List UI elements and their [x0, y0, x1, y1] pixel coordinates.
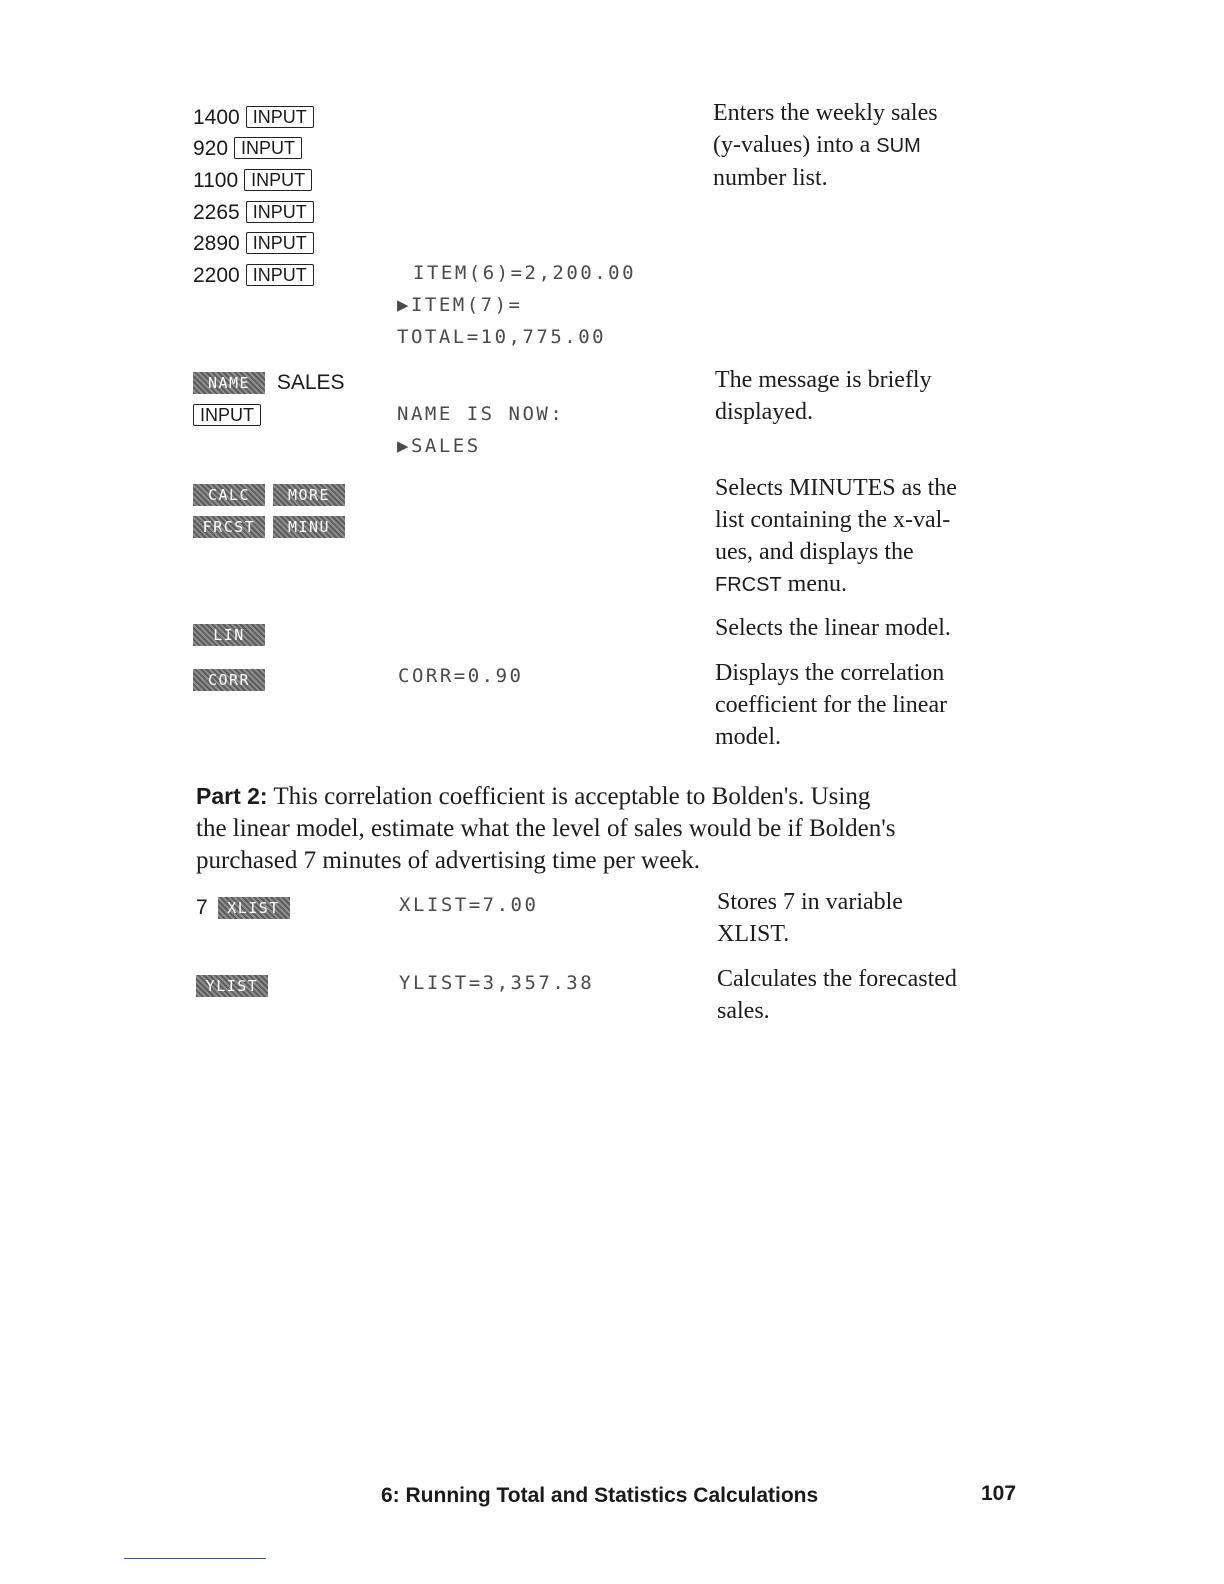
input-key: INPUT [193, 404, 261, 426]
keystroke-entry-1100: 1100 INPUT [193, 168, 312, 194]
keystroke-entry-1400: 1400 INPUT [193, 105, 314, 131]
desc-correlation: Displays the correlation coefficient for the linear model. [715, 660, 948, 750]
ylist-softkey: YLIST [196, 975, 268, 997]
display-name-is-now: NAME IS NOW: [397, 403, 565, 425]
keystroke-lin [193, 622, 265, 648]
input-key: INPUT [246, 106, 314, 128]
keystroke-entry-2200: 2200 INPUT [193, 263, 314, 289]
keystroke-entry-2265: 2265 INPUT [193, 200, 314, 226]
keystroke-entry-2890: 2890 INPUT [193, 231, 314, 257]
corr-softkey: CORR [193, 669, 265, 691]
display-sales: ▶SALES [397, 435, 481, 457]
input-key: INPUT [244, 169, 312, 191]
desc-selects-minutes: Selects MINUTES as the list containing the x-val- ues, and displays the FRCST menu. [715, 475, 957, 597]
keystroke-input [193, 403, 261, 429]
minu-softkey: MINU [273, 516, 345, 538]
display-total: TOTAL=10,775.00 [397, 326, 607, 348]
desc-weekly-sales: Enters the weekly sales (y-values) into a SUM number list. [713, 100, 938, 191]
desc-message-briefly: The message is briefly displayed. [715, 367, 932, 425]
keystroke-corr [193, 667, 265, 693]
name-text: SALES [276, 371, 345, 394]
input-key: INPUT [246, 201, 314, 223]
name-softkey: NAME [193, 372, 265, 394]
keystroke-ylist [196, 973, 268, 999]
footer-page-number: 107 [981, 1482, 1017, 1505]
desc-stores-7: Stores 7 in variable XLIST. [717, 889, 903, 947]
frcst-softkey: FRCST [193, 516, 265, 538]
scan-edge-line [124, 1558, 266, 1559]
part2-paragraph: Part 2: This correlation coefficient is acceptable to Bolden's. Using the linear model, estimate what the level of sales would be if Bolden's purchased 7 minutes of advertising time per week. [196, 783, 896, 874]
lin-softkey: LIN [193, 624, 265, 646]
footer-chapter-title: 6: Running Total and Statistics Calculations [381, 1484, 819, 1507]
display-ylist: YLIST=3,357.38 [399, 972, 595, 994]
desc-forecasted: Calculates the forecasted sales. [717, 966, 957, 1024]
display-corr: CORR=0.90 [398, 665, 524, 687]
keystroke-name-sales [193, 370, 345, 396]
keystroke-calc-more [193, 482, 345, 508]
keystroke-7-xlist: 7 XLIST [196, 895, 290, 921]
desc-linear-model: Selects the linear model. [715, 615, 951, 641]
input-key: INPUT [246, 232, 314, 254]
display-item6: ITEM(6)=2,200.00 [413, 262, 637, 284]
input-key: INPUT [234, 137, 302, 159]
calc-softkey: CALC [193, 484, 265, 506]
display-item7: ▶ITEM(7)= [397, 294, 523, 316]
keystroke-entry-920: 920 INPUT [193, 136, 302, 162]
keystroke-frcst-minu [193, 514, 345, 540]
input-key: INPUT [246, 264, 314, 286]
xlist-softkey: XLIST [218, 897, 290, 919]
part2-label: Part 2: [196, 783, 268, 809]
display-xlist: XLIST=7.00 [399, 894, 539, 916]
more-softkey: MORE [273, 484, 345, 506]
